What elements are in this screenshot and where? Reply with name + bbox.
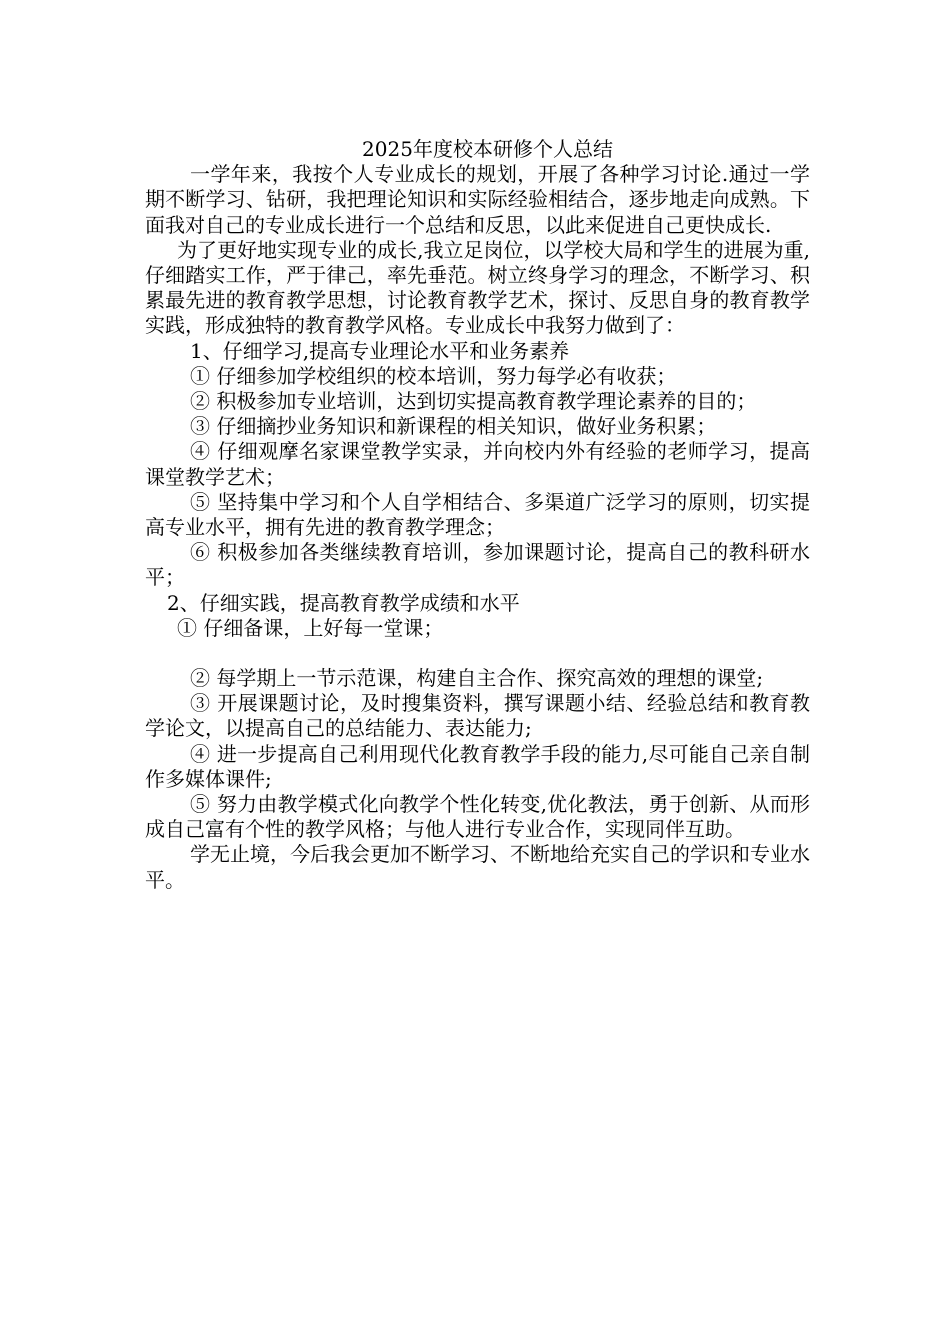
section-1-item: ③ 仔细摘抄业务知识和新课程的相关知识，做好业务积累； [190,414,717,439]
section-2-item: ① 仔细备课，上好每一堂课； [177,615,444,640]
section-2-item: ② 每学期上一节示范课，构建自主合作、探究高效的理想的课堂; [190,666,764,691]
intro-paragraph: 一学年来，我按个人专业成长的规划，开展了各种学习讨论.通过一学期不断学习、钻研，我把理论知识和实际经验相结合，逐步地走向成熟。下面我对自己的专业成长进行一个总结和反思，以此来促进自己更快成长. [145,162,810,237]
closing-paragraph: 学无止境，今后我会更加不断学习、不断地给充实自己的学识和专业水平。 [145,842,810,892]
section-1-item: ② 积极参加专业培训，达到切实提高教育教学理论素养的目的； [190,389,757,414]
section-2-item: ⑤ 努力由教学模式化向教学个性化转变,优化教法，勇于创新、从而形成自己富有个性的教学风格；与他人进行专业合作，实现同伴互助。 [145,792,810,842]
section-2-heading: 2、仔细实践，提高教育教学成绩和水平 [167,590,520,615]
blank-line [145,641,810,666]
document-body [145,137,810,893]
section-2-item: ③ 开展课题讨论，及时搜集资料，撰写课题小结、经验总结和教育教学论文，以提高自己的总结能力、表达能力; [145,691,810,741]
section-1-heading: 1、仔细学习,提高专业理论水平和业务素养 [190,338,570,363]
section-1-item: ① 仔细参加学校组织的校本培训，努力每学必有收获； [190,363,677,388]
goal-paragraph: 为了更好地实现专业的成长,我立足岗位，以学校大局和学生的进展为重,仔细踏实工作，严于律己，率先垂范。树立终身学习的理念，不断学习、积累最先进的教育教学思想，讨论教育教学艺术，探讨、反思自身的教育教学实践，形成独特的教育教学风格。专业成长中我努力做到了： [145,237,810,338]
section-2-item: ④ 进一步提高自己利用现代化教育教学手段的能力,尽可能自己亲自制作多媒体课件; [145,741,810,791]
section-1-item: ⑥ 积极参加各类继续教育培训，参加课题讨论，提高自己的教科研水平； [145,540,810,590]
document-title: 2025年度校本研修个人总结 [362,137,613,161]
section-1-item: ④ 仔细观摩名家课堂教学实录，并向校内外有经验的老师学习，提高课堂教学艺术； [145,439,810,489]
section-1-item: ⑤ 坚持集中学习和个人自学相结合、多渠道广泛学习的原则，切实提高专业水平，拥有先进的教育教学理念； [145,489,810,540]
